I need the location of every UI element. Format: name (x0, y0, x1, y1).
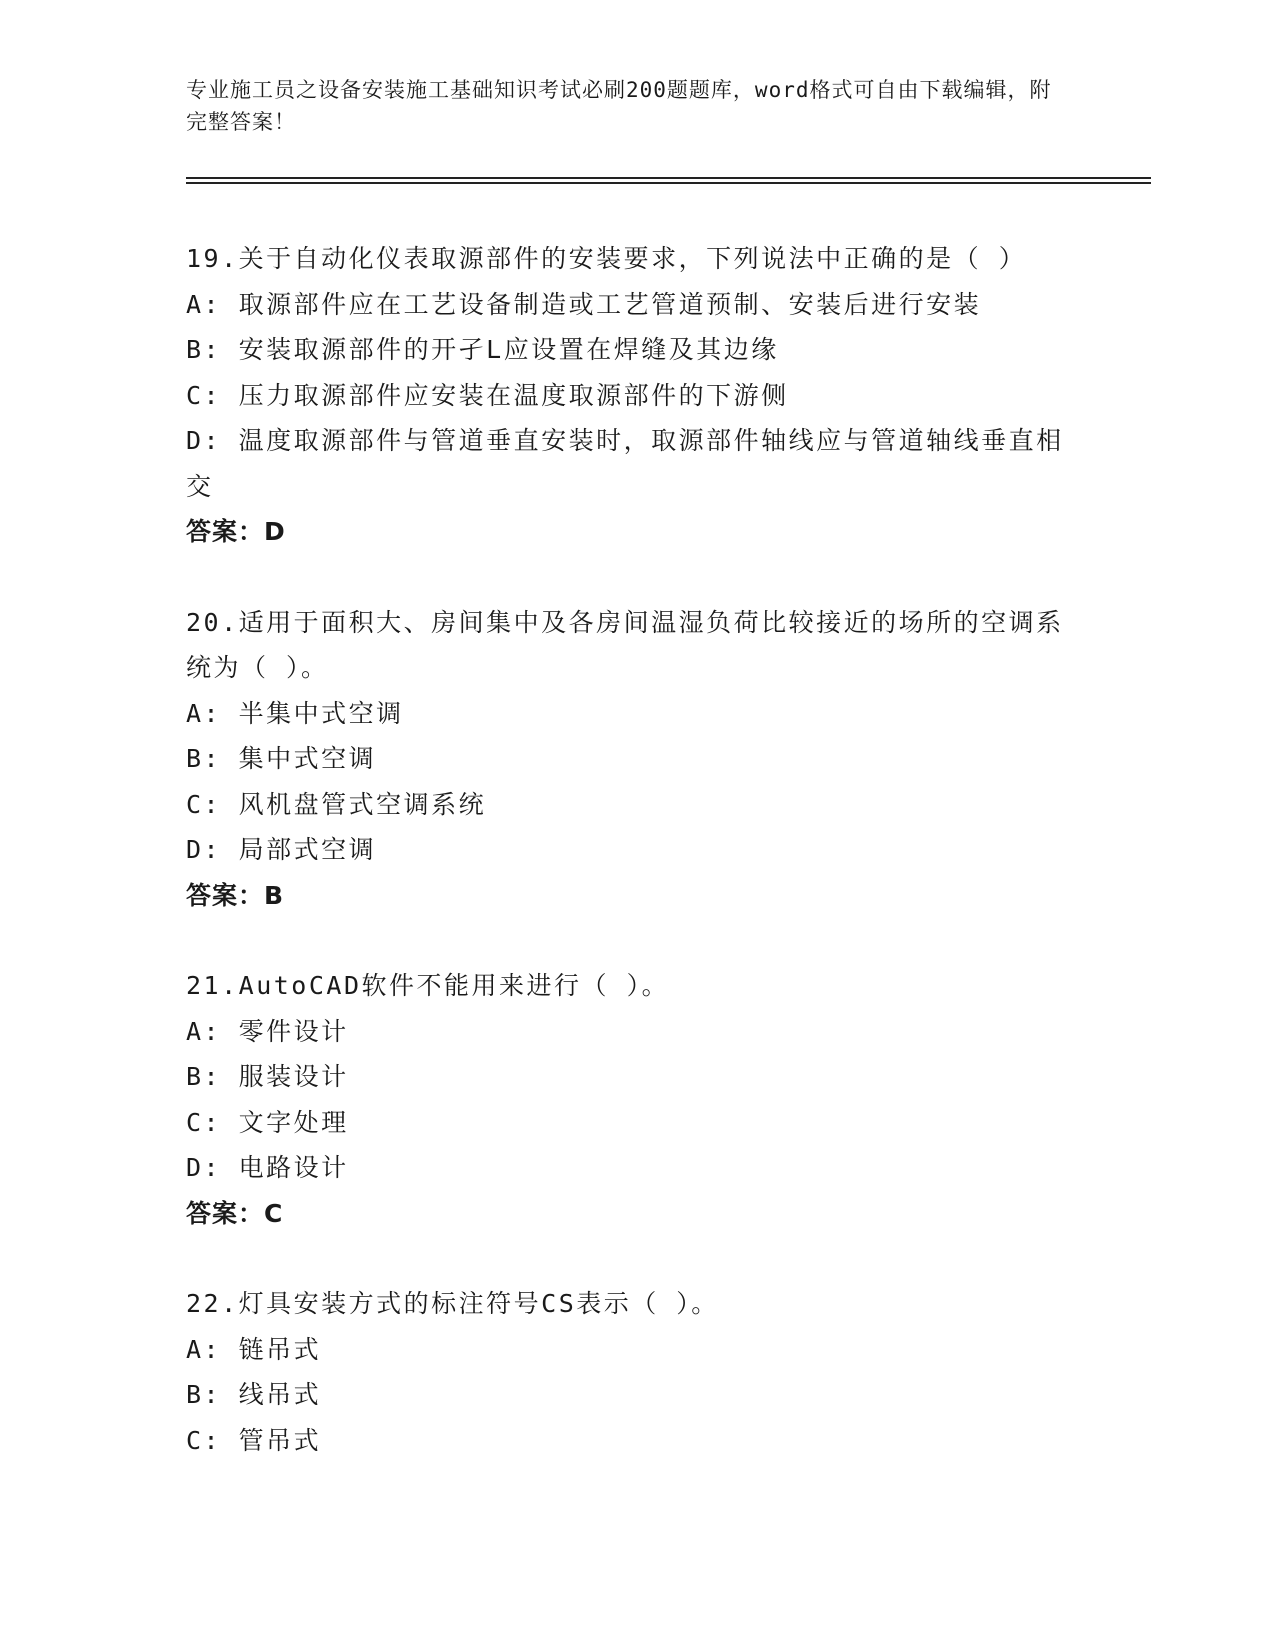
option-d: D: 电路设计 (186, 1153, 349, 1182)
option-a: A: 半集中式空调 (186, 698, 404, 728)
option-d: D: 温度取源部件与管道垂直安装时，取源部件轴线应与管道轴线垂直相交 (186, 426, 1064, 501)
question-22 (186, 1281, 1076, 1463)
option-b: B: 服装设计 (186, 1062, 349, 1091)
question-19 (186, 236, 1076, 555)
question-21 (186, 963, 1076, 1236)
option-c: C: 压力取源部件应安装在温度取源部件的下游侧 (186, 380, 789, 410)
answer-line: 答案：C (186, 1198, 284, 1228)
question-list (186, 236, 1076, 1463)
option-a: A: 零件设计 (186, 1016, 349, 1046)
question-stem: 20.适用于面积大、房间集中及各房间温湿负荷比较接近的场所的空调系统为（ ）。 (186, 607, 1064, 682)
option-b: B: 集中式空调 (186, 744, 377, 773)
question-stem: 21.AutoCAD软件不能用来进行（ ）。 (186, 971, 670, 1000)
option-a: A: 取源部件应在工艺设备制造或工艺管道预制、安装后进行安装 (186, 289, 982, 319)
option-c: C: 管吊式 (186, 1425, 322, 1455)
answer-line: 答案：D (186, 517, 286, 546)
option-c: C: 文字处理 (186, 1107, 349, 1137)
header-divider-top (186, 177, 1151, 179)
question-20 (186, 600, 1076, 919)
option-b: B: 线吊式 (186, 1380, 322, 1409)
option-b: B: 安装取源部件的开孑L应设置在焊缝及其边缘 (186, 335, 779, 364)
answer-line: 答案：B (186, 880, 285, 910)
document-header: 专业施工员之设备安装施工基础知识考试必刷200题题库，word格式可自由下载编辑，附完整答案！ (186, 78, 1052, 134)
question-stem: 19.关于自动化仪表取源部件的安装要求，下列说法中正确的是（ ） (186, 244, 1027, 273)
option-c: C: 风机盘管式空调系统 (186, 789, 487, 819)
option-d: D: 局部式空调 (186, 835, 377, 864)
question-stem: 22.灯具安装方式的标注符号CS表示（ ）。 (186, 1289, 719, 1318)
header-divider-bottom (186, 182, 1151, 184)
option-a: A: 链吊式 (186, 1334, 322, 1364)
